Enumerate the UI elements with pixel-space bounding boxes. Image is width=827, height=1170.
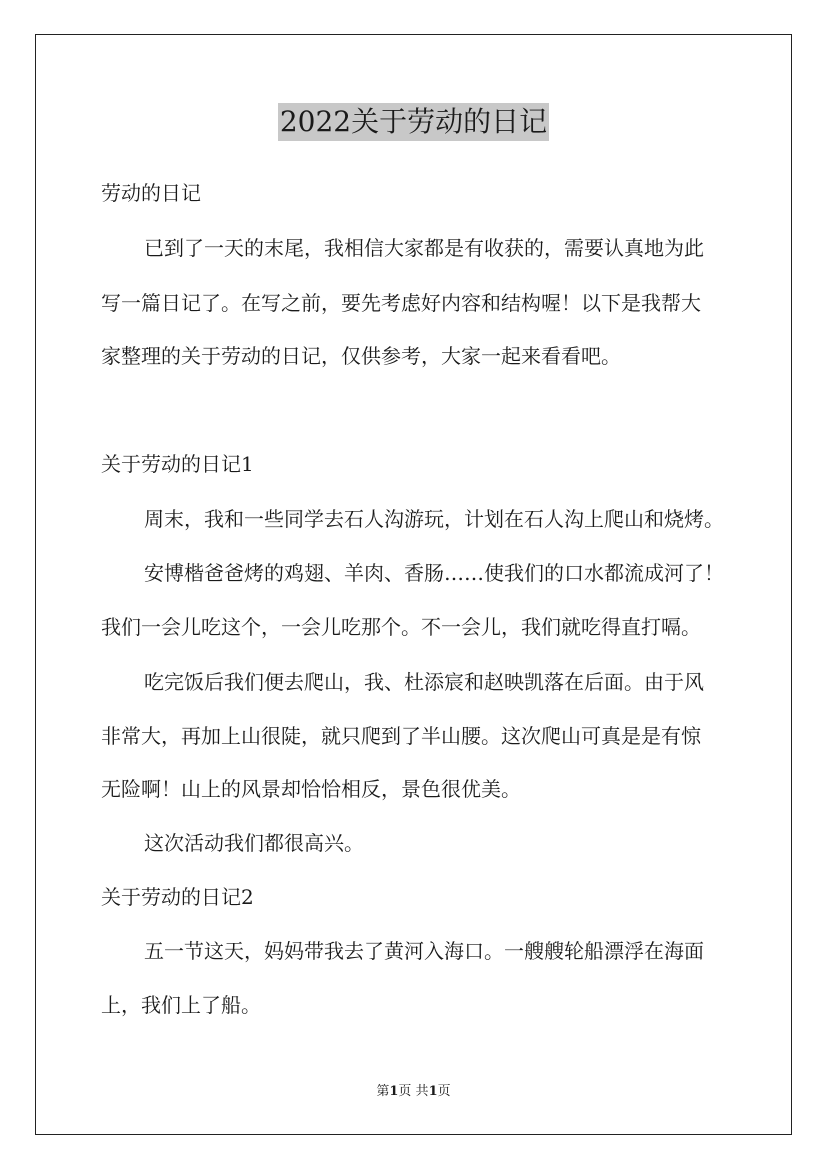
section1-line-4: 吃完饭后我们便去爬山，我、杜添宸和赵映凯落在后面。由于风 xyxy=(144,670,704,694)
intro-line-1: 已到了一天的末尾，我相信大家都是有收获的，需要认真地为此 xyxy=(144,236,704,260)
section1-line-3: 我们一会儿吃这个，一会儿吃那个。不一会儿，我们就吃得直打嗝。 xyxy=(101,615,701,639)
section2-line-2: 上，我们上了船。 xyxy=(101,993,261,1017)
document-title: 2022关于劳动的日记 xyxy=(278,103,549,141)
footer-total-pages: 1 xyxy=(428,1084,438,1099)
section1-line-5: 非常大，再加上山很陡，就只爬到了半山腰。这次爬山可真是是有惊 xyxy=(101,724,701,748)
section1-line-6: 无险啊！山上的风景却恰恰相反，景色很优美。 xyxy=(101,777,521,801)
section2-heading: 关于劳动的日记2 xyxy=(101,885,254,909)
section1-line-7: 这次活动我们都很高兴。 xyxy=(144,831,364,855)
page-footer xyxy=(0,1084,827,1100)
footer-suffix: 页 xyxy=(437,1084,451,1099)
footer-mid: 页 共 xyxy=(398,1084,429,1099)
footer-prefix: 第 xyxy=(376,1084,390,1099)
section2-line-1: 五一节这天，妈妈带我去了黄河入海口。一艘艘轮船漂浮在海面 xyxy=(144,939,704,963)
section1-line-1: 周末，我和一些同学去石人沟游玩，计划在石人沟上爬山和烧烤。 xyxy=(144,507,724,531)
section1-heading: 关于劳动的日记1 xyxy=(101,452,254,476)
title-wrap xyxy=(0,103,827,141)
section1-line-2: 安博楷爸爸烤的鸡翅、羊肉、香肠……使我们的口水都流成河了！ xyxy=(144,561,724,585)
intro-heading: 劳动的日记 xyxy=(101,181,201,205)
intro-line-2: 写一篇日记了。在写之前，要先考虑好内容和结构喔！以下是我帮大 xyxy=(101,291,701,315)
intro-line-3: 家整理的关于劳动的日记，仅供参考，大家一起来看看吧。 xyxy=(101,344,621,368)
footer-page-number: 1 xyxy=(389,1084,399,1099)
